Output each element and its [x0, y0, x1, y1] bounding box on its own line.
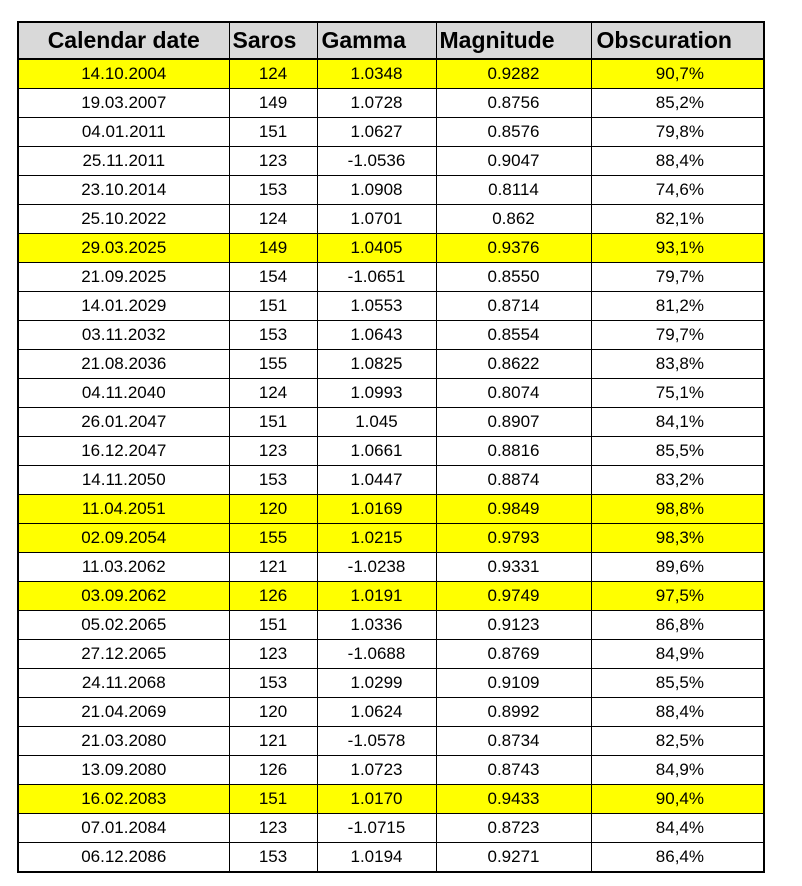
magnitude-cell: 0.8114 [436, 176, 591, 205]
date-cell: 05.02.2065 [18, 611, 229, 640]
gamma-cell: 1.0336 [317, 611, 436, 640]
saros-cell: 153 [229, 843, 317, 873]
table-body [18, 59, 764, 872]
gamma-cell: 1.0825 [317, 350, 436, 379]
table-row [18, 89, 764, 118]
gamma-cell: -1.0238 [317, 553, 436, 582]
saros-cell: 124 [229, 59, 317, 89]
saros-cell: 153 [229, 176, 317, 205]
table-row [18, 263, 764, 292]
date-cell: 07.01.2084 [18, 814, 229, 843]
table-row [18, 466, 764, 495]
magnitude-cell: 0.9331 [436, 553, 591, 582]
gamma-cell: 1.0405 [317, 234, 436, 263]
date-cell: 03.09.2062 [18, 582, 229, 611]
saros-cell: 123 [229, 437, 317, 466]
gamma-cell: 1.0169 [317, 495, 436, 524]
saros-cell: 153 [229, 669, 317, 698]
column-header-obscuration: Obscuration [591, 22, 764, 59]
saros-cell: 149 [229, 234, 317, 263]
date-cell: 02.09.2054 [18, 524, 229, 553]
date-cell: 04.11.2040 [18, 379, 229, 408]
saros-cell: 151 [229, 118, 317, 147]
gamma-cell: 1.0348 [317, 59, 436, 89]
gamma-cell: 1.0191 [317, 582, 436, 611]
date-cell: 27.12.2065 [18, 640, 229, 669]
table-row [18, 176, 764, 205]
table-row [18, 408, 764, 437]
table-row [18, 234, 764, 263]
magnitude-cell: 0.8907 [436, 408, 591, 437]
gamma-cell: -1.0651 [317, 263, 436, 292]
magnitude-cell: 0.9123 [436, 611, 591, 640]
magnitude-cell: 0.8622 [436, 350, 591, 379]
gamma-cell: 1.0627 [317, 118, 436, 147]
table-row [18, 843, 764, 873]
date-cell: 29.03.2025 [18, 234, 229, 263]
saros-cell: 155 [229, 350, 317, 379]
magnitude-cell: 0.9282 [436, 59, 591, 89]
magnitude-cell: 0.9376 [436, 234, 591, 263]
obscuration-cell: 86,8% [591, 611, 764, 640]
date-cell: 25.10.2022 [18, 205, 229, 234]
obscuration-cell: 89,6% [591, 553, 764, 582]
saros-cell: 124 [229, 379, 317, 408]
magnitude-cell: 0.8816 [436, 437, 591, 466]
magnitude-cell: 0.9109 [436, 669, 591, 698]
magnitude-cell: 0.8576 [436, 118, 591, 147]
table-row [18, 814, 764, 843]
date-cell: 23.10.2014 [18, 176, 229, 205]
saros-cell: 153 [229, 321, 317, 350]
magnitude-cell: 0.8734 [436, 727, 591, 756]
table-row [18, 727, 764, 756]
obscuration-cell: 81,2% [591, 292, 764, 321]
column-header-saros: Saros [229, 22, 317, 59]
obscuration-cell: 79,7% [591, 321, 764, 350]
obscuration-cell: 83,8% [591, 350, 764, 379]
gamma-cell: 1.0215 [317, 524, 436, 553]
table-row [18, 205, 764, 234]
obscuration-cell: 97,5% [591, 582, 764, 611]
table-row [18, 59, 764, 89]
gamma-cell: 1.0728 [317, 89, 436, 118]
obscuration-cell: 88,4% [591, 147, 764, 176]
obscuration-cell: 82,5% [591, 727, 764, 756]
magnitude-cell: 0.9849 [436, 495, 591, 524]
table-row [18, 292, 764, 321]
saros-cell: 151 [229, 408, 317, 437]
saros-cell: 121 [229, 727, 317, 756]
table-row [18, 611, 764, 640]
saros-cell: 121 [229, 553, 317, 582]
obscuration-cell: 84,4% [591, 814, 764, 843]
magnitude-cell: 0.8074 [436, 379, 591, 408]
magnitude-cell: 0.862 [436, 205, 591, 234]
obscuration-cell: 93,1% [591, 234, 764, 263]
magnitude-cell: 0.8714 [436, 292, 591, 321]
saros-cell: 123 [229, 147, 317, 176]
gamma-cell: -1.0715 [317, 814, 436, 843]
saros-cell: 120 [229, 698, 317, 727]
date-cell: 25.11.2011 [18, 147, 229, 176]
date-cell: 24.11.2068 [18, 669, 229, 698]
date-cell: 16.02.2083 [18, 785, 229, 814]
magnitude-cell: 0.8723 [436, 814, 591, 843]
date-cell: 21.04.2069 [18, 698, 229, 727]
table-row [18, 118, 764, 147]
obscuration-cell: 79,8% [591, 118, 764, 147]
saros-cell: 153 [229, 466, 317, 495]
date-cell: 26.01.2047 [18, 408, 229, 437]
gamma-cell: -1.0578 [317, 727, 436, 756]
column-header-gamma: Gamma [317, 22, 436, 59]
gamma-cell: 1.0624 [317, 698, 436, 727]
date-cell: 21.09.2025 [18, 263, 229, 292]
saros-cell: 149 [229, 89, 317, 118]
obscuration-cell: 84,9% [591, 756, 764, 785]
obscuration-cell: 98,8% [591, 495, 764, 524]
obscuration-cell: 98,3% [591, 524, 764, 553]
gamma-cell: -1.0536 [317, 147, 436, 176]
table-row [18, 379, 764, 408]
date-cell: 14.01.2029 [18, 292, 229, 321]
date-cell: 21.08.2036 [18, 350, 229, 379]
gamma-cell: 1.0299 [317, 669, 436, 698]
date-cell: 06.12.2086 [18, 843, 229, 873]
table-row [18, 582, 764, 611]
obscuration-cell: 85,5% [591, 669, 764, 698]
gamma-cell: 1.0661 [317, 437, 436, 466]
obscuration-cell: 84,9% [591, 640, 764, 669]
obscuration-cell: 86,4% [591, 843, 764, 873]
date-cell: 11.03.2062 [18, 553, 229, 582]
date-cell: 16.12.2047 [18, 437, 229, 466]
gamma-cell: -1.0688 [317, 640, 436, 669]
date-cell: 11.04.2051 [18, 495, 229, 524]
date-cell: 14.10.2004 [18, 59, 229, 89]
saros-cell: 151 [229, 611, 317, 640]
obscuration-cell: 82,1% [591, 205, 764, 234]
obscuration-cell: 79,7% [591, 263, 764, 292]
gamma-cell: 1.0993 [317, 379, 436, 408]
gamma-cell: 1.0170 [317, 785, 436, 814]
saros-cell: 151 [229, 292, 317, 321]
gamma-cell: 1.0553 [317, 292, 436, 321]
date-cell: 13.09.2080 [18, 756, 229, 785]
header-row [18, 22, 764, 59]
table-row [18, 785, 764, 814]
gamma-cell: 1.0908 [317, 176, 436, 205]
magnitude-cell: 0.8743 [436, 756, 591, 785]
gamma-cell: 1.0194 [317, 843, 436, 873]
date-cell: 21.03.2080 [18, 727, 229, 756]
gamma-cell: 1.0643 [317, 321, 436, 350]
magnitude-cell: 0.8992 [436, 698, 591, 727]
date-cell: 19.03.2007 [18, 89, 229, 118]
table-row [18, 553, 764, 582]
saros-cell: 126 [229, 582, 317, 611]
obscuration-cell: 85,5% [591, 437, 764, 466]
table-row [18, 524, 764, 553]
magnitude-cell: 0.9793 [436, 524, 591, 553]
saros-cell: 154 [229, 263, 317, 292]
gamma-cell: 1.0447 [317, 466, 436, 495]
magnitude-cell: 0.8550 [436, 263, 591, 292]
table-row [18, 698, 764, 727]
obscuration-cell: 88,4% [591, 698, 764, 727]
saros-cell: 151 [229, 785, 317, 814]
table-row [18, 321, 764, 350]
saros-cell: 155 [229, 524, 317, 553]
date-cell: 04.01.2011 [18, 118, 229, 147]
gamma-cell: 1.045 [317, 408, 436, 437]
obscuration-cell: 75,1% [591, 379, 764, 408]
table-row [18, 640, 764, 669]
saros-cell: 124 [229, 205, 317, 234]
magnitude-cell: 0.9433 [436, 785, 591, 814]
column-header-magnitude: Magnitude [436, 22, 591, 59]
gamma-cell: 1.0723 [317, 756, 436, 785]
column-header-calendar-date: Calendar date [18, 22, 229, 59]
magnitude-cell: 0.9047 [436, 147, 591, 176]
magnitude-cell: 0.8554 [436, 321, 591, 350]
saros-cell: 123 [229, 640, 317, 669]
magnitude-cell: 0.8756 [436, 89, 591, 118]
table-row [18, 147, 764, 176]
magnitude-cell: 0.9271 [436, 843, 591, 873]
obscuration-cell: 90,7% [591, 59, 764, 89]
saros-cell: 123 [229, 814, 317, 843]
saros-cell: 120 [229, 495, 317, 524]
obscuration-cell: 74,6% [591, 176, 764, 205]
obscuration-cell: 84,1% [591, 408, 764, 437]
magnitude-cell: 0.8769 [436, 640, 591, 669]
gamma-cell: 1.0701 [317, 205, 436, 234]
table-row [18, 756, 764, 785]
magnitude-cell: 0.8874 [436, 466, 591, 495]
obscuration-cell: 90,4% [591, 785, 764, 814]
table-row [18, 669, 764, 698]
table-row [18, 495, 764, 524]
table-row [18, 350, 764, 379]
obscuration-cell: 85,2% [591, 89, 764, 118]
obscuration-cell: 83,2% [591, 466, 764, 495]
saros-cell: 126 [229, 756, 317, 785]
magnitude-cell: 0.9749 [436, 582, 591, 611]
date-cell: 03.11.2032 [18, 321, 229, 350]
table-row [18, 437, 764, 466]
date-cell: 14.11.2050 [18, 466, 229, 495]
eclipse-table [17, 21, 765, 873]
